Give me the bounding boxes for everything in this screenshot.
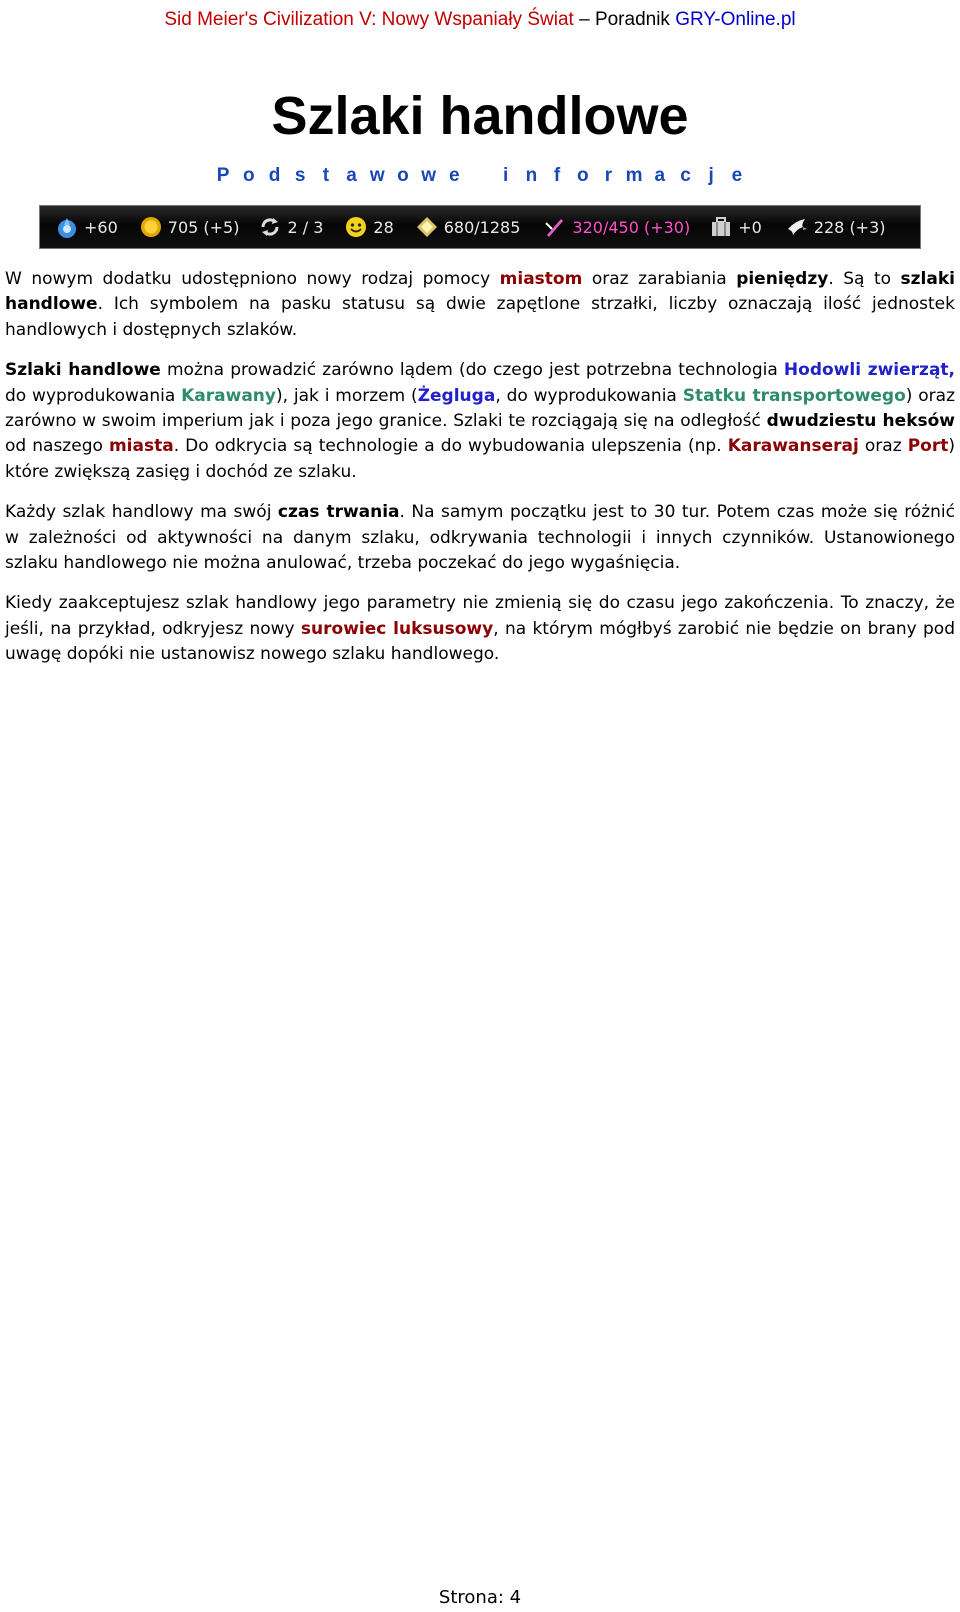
stat-faith (784, 206, 886, 248)
golden-age-diamond-icon (414, 214, 440, 240)
stat-happiness (343, 206, 393, 248)
happiness-smiley-icon (343, 214, 369, 240)
paragraph-3: Każdy szlak handlowy ma swój czas trwania. Na samym początku jest to 30 tur. Potem czas może się różnić w zależności od aktywności na danym szlaku, odkrywania technologii i innych czynników. Ustanowionego szlaku handlowego nie można anulować, trzeba poczekać do jego wygaśnięcia. (5, 502, 955, 574)
stat-culture-value: 320/450 (+30) (572, 217, 691, 237)
stat-culture (542, 206, 690, 248)
stat-tourism-value: +0 (738, 217, 762, 237)
stat-gold (138, 206, 240, 248)
stat-science-value: +60 (84, 217, 118, 237)
keyword-dwudziestu-heksow: dwudziestu heksów (766, 411, 955, 432)
stat-golden-age (414, 206, 521, 248)
keyword-szlaki-handlowe: szlaki handlowe (5, 269, 955, 315)
link-karawana[interactable]: Karawany (181, 385, 276, 406)
trade-route-arrows-icon (257, 214, 283, 240)
game-status-bar (39, 205, 921, 249)
header-separator: – (579, 9, 590, 30)
link-statek-transportowy[interactable]: Statku transportowego (682, 385, 906, 406)
link-zegluga[interactable]: Żegluga (417, 385, 496, 406)
keyword-czas-trwania: czas trwania (277, 502, 400, 523)
faith-dove-icon (784, 214, 810, 240)
stat-tourism (708, 206, 762, 248)
page-header (0, 8, 960, 32)
stat-science (54, 206, 118, 248)
paragraph-2: Szlaki handlowe można prowadzić zarówno lądem (do czego jest potrzebna technologia Hodowli zwierząt, do wyprodukowania Karawany), jak i morzem (Żegluga, do wyprodukowania Statku transportowego) oraz zarówno w swoim imperium jak i poza jego granice. Szlaki te rozciągają się na odległość dwudziestu heksów od naszego miasta. Do odkrycia są technologie a do wybudowania ulepszenia (np. Karawanseraj oraz Port) które zwiększą zasięg i dochód ze szlaku. (5, 360, 956, 482)
keyword-surowiec-luksusowy: surowiec luksusowy (300, 618, 494, 639)
header-game-title: Sid Meier's Civilization V: Nowy Wspaniały Świat (164, 9, 574, 30)
keyword-szlaki-handlowe-2: Szlaki handlowe (5, 360, 161, 381)
stat-faith-value: 228 (+3) (813, 217, 886, 237)
paragraph-1: W nowym dodatku udostępniono nowy rodzaj pomocy miastom oraz zarabiania pieniędzy. Są to szlaki handlowe. Ich symbolem na pasku statusu są dwie zapętlone strzałki, liczby oznaczają ilość jednostek handlowych i dostępnych szlaków. (5, 269, 955, 340)
keyword-pieniedzy: pieniędzy (736, 269, 829, 289)
gold-coin-icon (138, 214, 164, 240)
link-hodowla-zwierzat[interactable]: Hodowli zwierząt, (783, 360, 955, 381)
keyword-miasta: miasta (108, 436, 174, 457)
page-title: Szlaki handlowe (271, 86, 689, 146)
section-subtitle (0, 164, 960, 188)
paragraph-4: Kiedy zaakceptujesz szlak handlowy jego parametry nie zmienią się do czasu jego zakończenia. To znaczy, że jeśli, na przykład, odkryjesz nowy surowiec luksusowy, na którym mógłbyś zarobić nie będzie on brany pod uwagę dopóki nie ustanowisz nowego szlaku handlowego. (5, 593, 955, 665)
keyword-karawanseraj: Karawanseraj (727, 436, 859, 457)
header-guide-label: Poradnik (594, 9, 670, 30)
culture-quill-icon (542, 214, 568, 240)
stat-happiness-value: 28 (373, 217, 394, 237)
stat-trade-routes-value: 2 / 3 (287, 217, 324, 237)
header-site-link[interactable]: GRY-Online.pl (675, 9, 796, 30)
stat-gold-value: 705 (+5) (167, 217, 240, 237)
page-number: Strona: 4 (438, 1587, 522, 1608)
stat-trade-routes (257, 206, 323, 248)
stat-golden-age-value: 680/1285 (443, 217, 521, 237)
article-body (5, 267, 955, 683)
keyword-miastom: miastom (499, 269, 583, 289)
section-subtitle-text: P o d s t a w o w e i n f o r m a c j e (216, 165, 743, 186)
keyword-port: Port (907, 436, 949, 457)
tourism-suitcase-icon (708, 214, 734, 240)
science-flask-icon (54, 214, 80, 240)
